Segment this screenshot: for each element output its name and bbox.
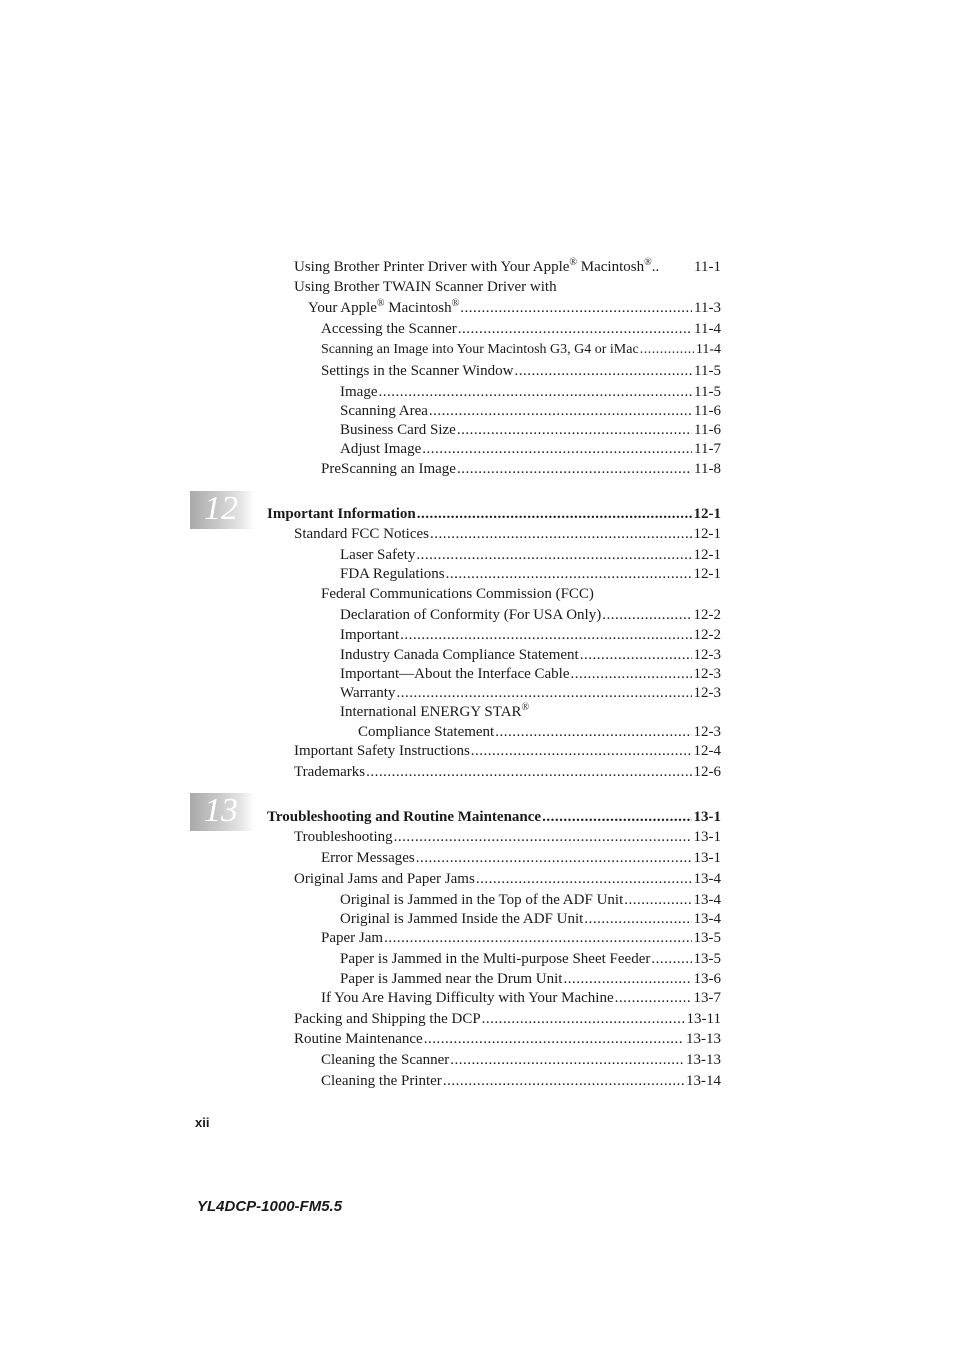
toc-entry-title: Standard FCC Notices <box>294 526 429 542</box>
leader-dots <box>422 440 692 458</box>
toc-entry[interactable] <box>321 320 721 338</box>
leader-dots <box>417 505 692 523</box>
toc-entry[interactable] <box>321 1072 721 1090</box>
toc-entry-page: 12-1 <box>693 566 721 582</box>
toc-entry-page: 11-7 <box>694 441 721 457</box>
toc-entry-page: 11-4 <box>694 321 721 337</box>
toc-entry-title: Trademarks <box>294 764 366 780</box>
chapter-tab-13 <box>190 793 254 831</box>
toc-entry-title: Declaration of Conformity (For USA Only) <box>340 607 602 623</box>
toc-entry-page: 12-3 <box>693 647 721 663</box>
toc-entry-page: 11-6 <box>694 403 721 419</box>
toc-entry[interactable] <box>294 870 721 888</box>
toc-entry-title: Scanning an Image into Your Macintosh G3, G4 or iMac <box>321 342 639 357</box>
toc-entry-page: 13-11 <box>686 1011 721 1027</box>
toc-entry-title: Business Card Size <box>340 422 456 438</box>
toc-entry[interactable] <box>340 970 721 988</box>
toc-entry[interactable] <box>321 929 721 947</box>
toc-entry-title: Original Jams and Paper Jams <box>294 871 475 887</box>
toc-entry-title: Cleaning the Printer <box>321 1073 442 1089</box>
toc-entry-page: 13-4 <box>693 911 721 927</box>
toc-entry[interactable] <box>308 299 721 317</box>
toc-entry[interactable] <box>340 646 721 664</box>
leader-dots <box>460 299 692 317</box>
toc-entry-page: 13-4 <box>693 892 721 908</box>
toc-entry-page: 12-1 <box>693 547 721 563</box>
toc-entry-page: 13-4 <box>693 871 721 887</box>
toc-entry-title: PreScanning an Image <box>321 461 456 477</box>
toc-entry-title: Paper Jam <box>321 930 384 946</box>
toc-entry[interactable] <box>294 1010 721 1028</box>
toc-entry-page: 12-3 <box>693 685 721 701</box>
leader-dots <box>563 970 691 988</box>
toc-entry[interactable] <box>294 828 721 846</box>
toc-entry-page: 13-1 <box>693 850 721 866</box>
leader-dots <box>429 402 692 420</box>
leader-dots <box>651 950 691 968</box>
toc-entry[interactable] <box>321 989 721 1007</box>
toc-entry-page: 12-4 <box>693 743 721 759</box>
toc-entry[interactable] <box>340 910 721 928</box>
toc-entry-title: Important Information <box>267 506 416 522</box>
toc-entry-page: 13-1 <box>693 809 721 825</box>
toc-entry <box>321 585 721 603</box>
toc-entry[interactable] <box>340 665 721 683</box>
toc-entry-title: Adjust Image <box>340 441 422 457</box>
leader-dots <box>400 626 691 644</box>
toc-entry[interactable] <box>340 565 721 583</box>
toc-entry-title: Accessing the Scanner <box>321 321 457 337</box>
toc-entry[interactable] <box>294 258 721 276</box>
toc-entry-page: 11-6 <box>694 422 721 438</box>
toc-entry-title: If You Are Having Difficulty with Your Machine <box>321 990 614 1006</box>
toc-entry-title: Troubleshooting and Routine Maintenance <box>267 809 542 825</box>
toc-entry-title: Industry Canada Compliance Statement <box>340 647 579 663</box>
toc-entry-page: 13-5 <box>693 951 721 967</box>
toc-entry-title: Paper is Jammed near the Drum Unit <box>340 971 563 987</box>
leader-dots <box>443 1072 684 1090</box>
toc-entry[interactable] <box>340 402 721 420</box>
toc-entry[interactable] <box>340 421 721 439</box>
leader-dots <box>542 808 691 826</box>
toc-entry-title: Image <box>340 384 378 400</box>
toc-entry-page: 13-6 <box>693 971 721 987</box>
leader-dots <box>571 665 692 683</box>
leader-dots <box>457 460 692 478</box>
leader-dots <box>615 989 692 1007</box>
toc-entry-title: FDA Regulations <box>340 566 445 582</box>
leader-dots <box>430 525 692 543</box>
leader-dots <box>424 1030 684 1048</box>
toc-entry-title: Paper is Jammed in the Multi-purpose Sheet Feeder <box>340 951 651 967</box>
leader-dots <box>458 320 692 338</box>
chapter-number: 12 <box>204 490 238 527</box>
toc-entry-title: Your Apple® Macintosh® <box>308 298 460 316</box>
toc-entry[interactable] <box>294 525 721 543</box>
toc-entry-page: 11-1 <box>694 259 721 275</box>
toc-entry-page: 11-3 <box>694 300 721 316</box>
leader-dots <box>378 383 692 401</box>
chapter-heading[interactable] <box>267 808 721 826</box>
toc-entry-title: Important—About the Interface Cable <box>340 666 570 682</box>
toc-entry[interactable] <box>294 742 721 760</box>
leader-dots <box>416 546 691 564</box>
toc-entry-page: 12-3 <box>693 724 721 740</box>
toc-entry-title: International ENERGY STAR® <box>340 702 530 720</box>
toc-entry-title: Laser Safety <box>340 547 416 563</box>
toc-entry-page: 13-13 <box>686 1031 721 1047</box>
toc-entry-page: 12-2 <box>693 607 721 623</box>
toc-entry[interactable] <box>294 1030 721 1048</box>
toc-entry-page: 12-1 <box>693 526 721 542</box>
toc-entry <box>294 278 721 296</box>
toc-entry-title: Warranty <box>340 685 396 701</box>
chapter-number: 13 <box>204 792 238 829</box>
toc-entry-page: 13-5 <box>693 930 721 946</box>
toc-entry[interactable] <box>321 362 721 380</box>
toc-entry[interactable] <box>340 606 721 624</box>
toc-entry-page: 12-6 <box>693 764 721 780</box>
toc-entry-title: Important <box>340 627 400 643</box>
toc-entry[interactable] <box>321 460 721 478</box>
toc-entry[interactable] <box>321 341 721 359</box>
toc-entry-title: Original is Jammed Inside the ADF Unit <box>340 911 584 927</box>
toc-entry-title: Packing and Shipping the DCP <box>294 1011 481 1027</box>
toc-entry-page: 11-8 <box>694 461 721 477</box>
toc-entry-title: Using Brother Printer Driver with Your Apple® Macintosh®.. <box>294 257 660 275</box>
toc-entry <box>340 703 721 721</box>
leader-dots <box>366 763 691 781</box>
leader-dots <box>514 362 692 380</box>
page-number: xii <box>195 1115 210 1130</box>
toc-entry-title: Original is Jammed in the Top of the ADF Unit <box>340 892 624 908</box>
leader-dots <box>457 421 692 439</box>
document-code: YL4DCP-1000-FM5.5 <box>197 1198 343 1215</box>
leader-dots <box>584 910 691 928</box>
toc-entry[interactable] <box>294 763 721 781</box>
leader-dots <box>416 849 692 867</box>
leader-dots <box>602 606 691 624</box>
toc-entry-title: Important Safety Instructions <box>294 743 470 759</box>
toc-entry-title: Routine Maintenance <box>294 1031 423 1047</box>
chapter-tab-12 <box>190 491 254 529</box>
toc-entry[interactable] <box>340 684 721 702</box>
toc-entry-page: 13-13 <box>686 1052 721 1068</box>
toc-entry[interactable] <box>340 440 721 458</box>
toc-entry-title: Cleaning the Scanner <box>321 1052 450 1068</box>
toc-entry-title: Federal Communications Commission (FCC) <box>321 586 594 602</box>
toc-entry-title: Using Brother TWAIN Scanner Driver with <box>294 279 557 295</box>
toc-entry[interactable] <box>358 723 721 741</box>
toc-entry[interactable] <box>340 626 721 644</box>
leader-dots <box>450 1051 684 1069</box>
chapter-heading[interactable] <box>267 505 721 523</box>
toc-entry[interactable] <box>340 950 721 968</box>
leader-dots <box>482 1010 685 1028</box>
toc-entry-page: 12-2 <box>693 627 721 643</box>
toc-entry-title: Scanning Area <box>340 403 428 419</box>
toc-entry-page: 11-5 <box>694 384 721 400</box>
toc-entry-page: 12-1 <box>693 506 721 522</box>
toc-entry[interactable] <box>340 383 721 401</box>
leader-dots <box>394 828 692 846</box>
toc-entry-page: 13-1 <box>693 829 721 845</box>
leader-dots <box>640 341 694 359</box>
leader-dots <box>384 929 691 947</box>
toc-entry-page: 13-14 <box>686 1073 721 1089</box>
toc-entry[interactable] <box>321 1051 721 1069</box>
toc-entry-page: 13-7 <box>693 990 721 1006</box>
leader-dots <box>396 684 691 702</box>
toc-entry-page: 12-3 <box>693 666 721 682</box>
toc-entry-title: Error Messages <box>321 850 415 866</box>
leader-dots <box>476 870 692 888</box>
toc-entry-title: Compliance Statement <box>358 724 495 740</box>
toc-entry[interactable] <box>340 546 721 564</box>
leader-dots <box>471 742 692 760</box>
leader-dots <box>580 646 692 664</box>
toc-entry-title: Settings in the Scanner Window <box>321 363 514 379</box>
toc-entry-page: 11-4 <box>695 342 721 357</box>
toc-entry-title: Troubleshooting <box>294 829 393 845</box>
leader-dots <box>446 565 692 583</box>
toc-entry[interactable] <box>321 849 721 867</box>
leader-dots <box>495 723 691 741</box>
leader-dots <box>624 891 691 909</box>
toc-entry[interactable] <box>340 891 721 909</box>
toc-entry-page: 11-5 <box>694 363 721 379</box>
